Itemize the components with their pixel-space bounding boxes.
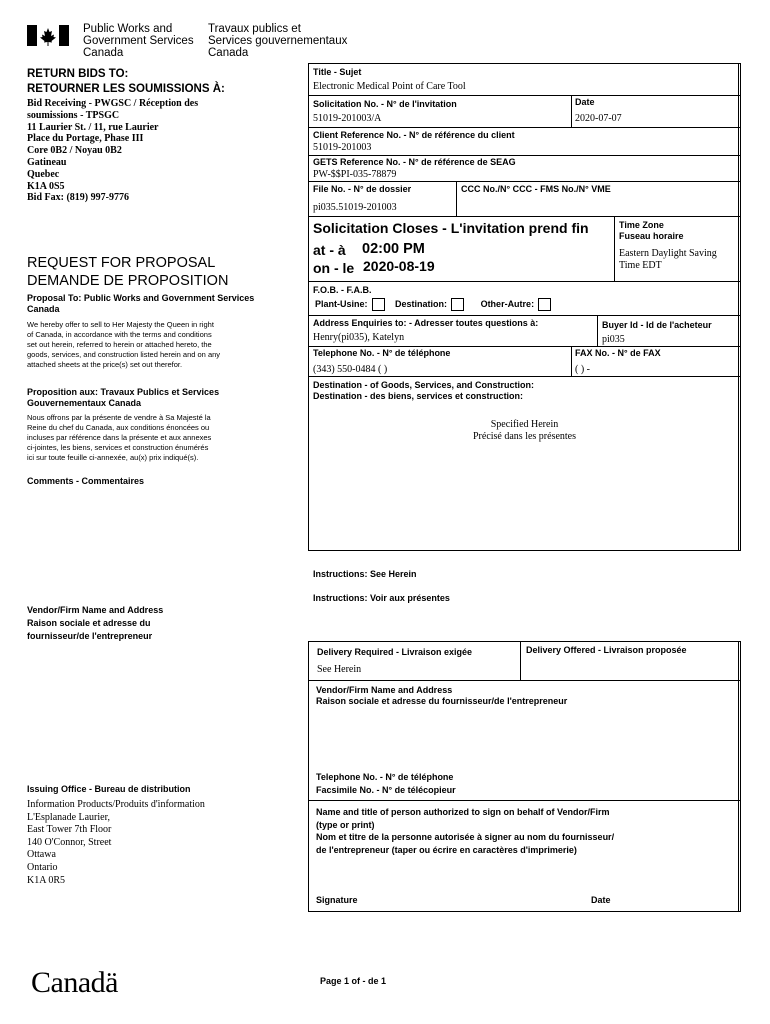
department-name-fr: Travaux publics et Services gouvernementaux Canada [208, 23, 348, 59]
instructions-en: Instructions: See Herein [313, 569, 417, 579]
plant-checkbox[interactable] [372, 298, 385, 311]
vendor-firm-label: Vendor/Firm Name and Address Raison sociale et adresse du fournisseur/de l'entrepreneur [316, 685, 568, 706]
closes-on-value: 2020-08-19 [363, 258, 435, 274]
delivery-offered-label: Delivery Offered - Livraison proposée [526, 645, 687, 655]
client-ref-value: 51019-201003 [313, 142, 372, 153]
closes-at-value: 02:00 PM [362, 241, 425, 257]
destination-value: Specified Herein Précisé dans les présentes [472, 419, 577, 442]
other-label: Other-Autre: [480, 298, 535, 309]
return-bids-title: RETURN BIDS TO: RETOURNER LES SOUMISSIONS À: [27, 68, 225, 95]
signature-date-label: Date [591, 895, 611, 905]
fax-label: FAX No. - N° de FAX [575, 348, 661, 358]
gets-label: GETS Reference No. - N° de référence de SEAG [313, 157, 516, 167]
vendor-telephone-fax-label: Telephone No. - N° de téléphone Facsimile No. - N° de télécopieur [316, 772, 456, 795]
return-bids-address: Bid Receiving - PWGSC / Réception des soumissions - TPSGC 11 Laurier St. / 11, rue Laurier Place du Portage, Phase III Core 0B2 / Noyau 0B2 Gatineau Quebec K1A 0S5 Bid Fax: (819) 997-9776 [27, 98, 199, 204]
telephone-value: (343) 550-0484 ( ) [313, 364, 388, 375]
title-label: Title - Sujet [313, 67, 362, 77]
date-value: 2020-07-07 [575, 113, 622, 124]
rfp-title: REQUEST FOR PROPOSAL DEMANDE DE PROPOSITION [27, 255, 229, 289]
comments-label: Comments - Commentaires [27, 476, 145, 486]
timezone-label: Time Zone Fuseau horaire [619, 220, 684, 241]
canada-wordmark: Canadä [31, 966, 118, 999]
gets-value: PW-$$PI-035-78879 [313, 169, 397, 180]
closes-at-label: at - à [313, 242, 346, 258]
file-label: File No. - N° de dossier [313, 184, 412, 194]
closes-title: Solicitation Closes - L'invitation prend fin [313, 220, 589, 236]
date-label: Date [575, 97, 595, 107]
address-enquiries-label: Address Enquiries to: - Adresser toutes questions à: [313, 318, 539, 328]
file-value: pi035.51019-201003 [313, 202, 397, 213]
solicitation-label: Solicitation No. - N° de l'invitation [313, 99, 457, 109]
proposition-body: Nous offrons par la présente de vendre à Sa Majesté la Reine du chef du Canada, aux conditions énoncées ou incluses par référence dans la présente et aux annexes ci-jointes, les biens, services et construction énumérés ici sur toute feuille ci-annexée, au(x) prix indiqué(s). [27, 413, 212, 462]
address-enquiries-value: Henry(pi035), Katelyn [313, 332, 405, 343]
department-name-en: Public Works and Government Services Canada [83, 23, 194, 59]
plant-label: Plant-Usine: [315, 298, 368, 309]
proposal-to-label: Proposal To: Public Works and Government Services Canada [27, 293, 255, 314]
delivery-required-label: Delivery Required - Livraison exigée [317, 647, 473, 657]
delivery-required-value: See Herein [317, 664, 362, 675]
client-ref-label: Client Reference No. - N° de référence du client [313, 130, 515, 140]
proposal-to-body: We hereby offer to sell to Her Majesty the Queen in right of Canada, in accordance with the terms and conditions set out herein, referred to herein or attached hereto, the goods, services, and construction listed herein and on any attached sheets at the price(s) set out therefor. [27, 320, 221, 369]
canada-flag-icon [27, 25, 69, 46]
buyer-id-label: Buyer Id - Id de l'acheteur [602, 320, 712, 330]
title-value: Electronic Medical Point of Care Tool [313, 81, 466, 92]
destination-checkbox[interactable] [451, 298, 464, 311]
destination-section-label: Destination - of Goods, Services, and Construction: Destination - des biens, services et construction: [313, 380, 535, 401]
telephone-label: Telephone No. - N° de téléphone [313, 348, 451, 358]
fob-label: F.O.B. - F.A.B. [313, 285, 372, 295]
page-number: Page 1 of - de 1 [320, 976, 387, 986]
fob-options [315, 298, 557, 311]
fax-value: ( ) - [575, 364, 590, 375]
issuing-office-label: Issuing Office - Bureau de distribution [27, 784, 191, 794]
other-checkbox[interactable] [538, 298, 551, 311]
issuing-office-address: Information Products/Produits d'information L'Esplanade Laurier, East Tower 7th Floor 140 O'Connor, Street Ottawa Ontario K1A 0R5 [27, 799, 205, 886]
solicitation-value: 51019-201003/A [313, 113, 382, 124]
authorized-person-label: Name and title of person authorized to sign on behalf of Vendor/Firm (type or print) Nom et titre de la personne autorisée à signer au nom du fournisseur/ de l'entrepreneur (taper ou écrire en caractères d'imprimerie) [316, 807, 615, 855]
destination-label: Destination: [395, 298, 448, 309]
signature-label: Signature [316, 895, 358, 905]
ccc-label: CCC No./N° CCC - FMS No./N° VME [461, 184, 611, 194]
instructions-fr: Instructions: Voir aux présentes [313, 593, 450, 603]
closes-on-label: on - le [313, 260, 355, 276]
vendor-firm-label-left: Vendor/Firm Name and Address Raison sociale et adresse du fournisseur/de l'entrepreneur [27, 605, 164, 641]
timezone-value: Eastern Daylight Saving Time EDT [619, 248, 717, 271]
proposition-label: Proposition aux: Travaux Publics et Services Gouvernementaux Canada [27, 387, 220, 408]
buyer-id-value: pi035 [602, 334, 625, 345]
